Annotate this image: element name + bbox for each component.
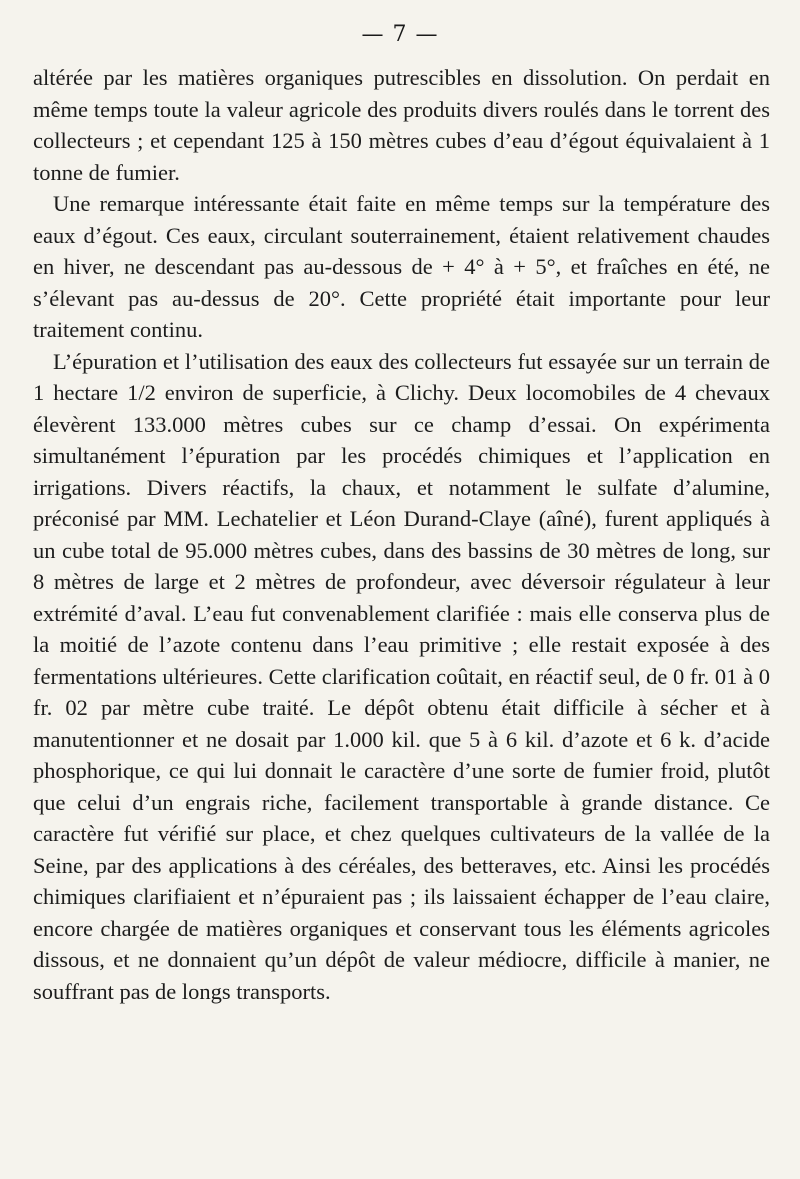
- paragraph-3: L’épuration et l’utilisation des eaux des collecteurs fut essayée sur un terrain de 1 hectare 1/2 environ de superficie, à Clichy. Deux locomobiles de 4 chevaux élevèrent 133.000 mètres cubes sur ce champ d’essai. On expérimenta simultanément l’épuration par les procédés chimiques et l’application en irrigations. Divers réactifs, la chaux, et notamment le sulfate d’alumine, préconisé par MM. Lechatelier et Léon Durand-Claye (aîné), furent appliqués à un cube total de 95.000 mètres cubes, dans des bassins de 30 mètres de long, sur 8 mètres de large et 2 mètres de profondeur, avec déversoir régulateur à leur extrémité d’aval. L’eau fut convenablement clarifiée : mais elle conserva plus de la moitié de l’azote contenu dans l’eau primitive ; elle restait exposée à des fermentations ultérieures. Cette clarification coûtait, en réactif seul, de 0 fr. 01 à 0 fr. 02 par mètre cube traité. Le dépôt obtenu était difficile à sécher et à manutentionner et ne dosait par 1.000 kil. que 5 à 6 kil. d’azote et 6 k. d’acide phosphorique, ce qui lui donnait le caractère d’une sorte de fumier froid, plutôt que celui d’un engrais riche, facilement transportable à grande distance. Ce caractère fut vérifié sur place, et chez quelques cultivateurs de la vallée de la Seine, par des applications à des céréales, des betteraves, etc. Ainsi les procédés chimiques clarifiaient et n’épuraient pas ; ils laissaient échapper de l’eau claire, encore chargée de matières organiques et conservant tous les éléments agricoles dissous, et ne donnaient qu’un dépôt de valeur médiocre, difficile à manier, ne souffrant pas de longs transports.: [33, 348, 770, 1004]
- paragraph-2: Une remarque intéressante était faite en même temps sur la température des eaux d’égout. Ces eaux, circulant souterrainement, étaient relativement chaudes en hiver, ne descendant pas au-dessous de + 4° à + 5°, et fraîches en été, ne s’élevant pas au-dessus de 20°. Cette propriété était importante pour leur traitement continu.: [33, 191, 770, 342]
- page-number: — 7 —: [361, 22, 439, 47]
- paragraph-1: altérée par les matières organiques putrescibles en dissolution. On perdait en même temps toute la valeur agricole des produits divers roulés dans le torrent des collecteurs ; et cependant 125 à 150 mètres cubes d’eau d’égout équivalaient à 1 tonne de fumier.: [33, 65, 770, 185]
- body-text: [33, 62, 770, 1007]
